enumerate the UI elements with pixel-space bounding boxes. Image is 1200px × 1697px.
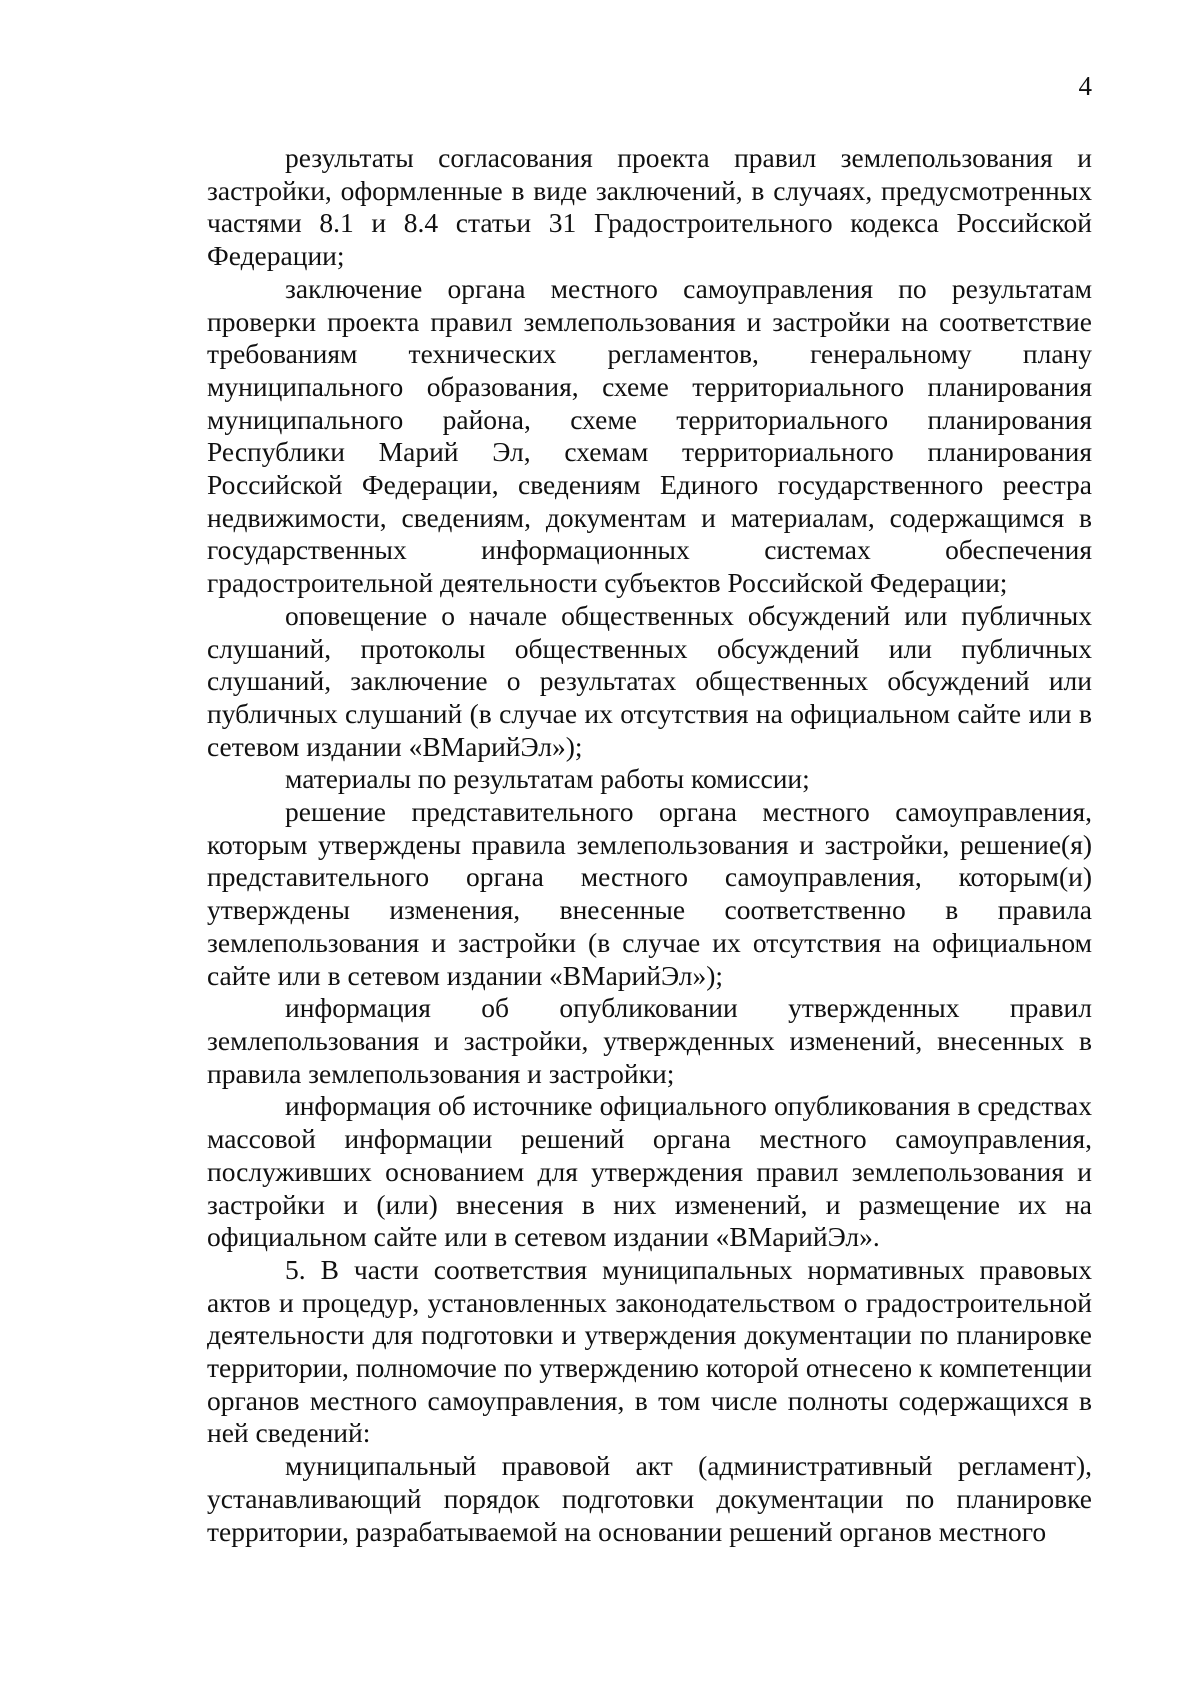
paragraph-commission-materials: материалы по результатам работы комиссии; — [285, 763, 810, 795]
paragraph-local-authority-conclusion: заключение органа местного самоуправления по результатам проверки проекта правил землепользования и застройки на соответствие требованиям технических регламентов, генеральному плану муниципального образования, схеме территориального планирования муниципального района, схеме территориального планирования Республики Марий Эл, схемам территориального планирования Российской Федерации, сведениям Единого государственного реестра недвижимости, сведениям, документам и материалам, содержащимся в государственных информационных системах обеспечения градостроительной деятельности субъектов Российской Федерации; — [207, 272, 1092, 599]
paragraph-approval-results: результаты согласования проекта правил землепользования и застройки, оформленные в виде заключений, в случаях, предусмотренных частями 8.1 и 8.4 статьи 31 Градостроительного кодекса Российской Федерации; — [207, 142, 1092, 272]
paragraph-municipal-legal-act: муниципальный правовой акт (административный регламент), устанавливающий порядок подготовки документации по планировке территории, разрабатываемой на основании решений органов местного — [207, 1450, 1092, 1547]
paragraph-section-5: 5. В части соответствия муниципальных нормативных правовых актов и процедур, установленных законодательством о градостроительной деятельности для подготовки и утверждения документации по планировке территории, полномочие по утверждению которой отнесено к компетенции органов местного самоуправления, в том числе полноты содержащихся в ней сведений: — [207, 1253, 1092, 1449]
paragraph-public-hearings-notice: оповещение о начале общественных обсуждений или публичных слушаний, протоколы общественных обсуждений или публичных слушаний, заключение о результатах общественных обсуждений или публичных слушаний (в случае их отсутствия на официальном сайте или в сетевом издании «ВМарийЭл»); — [207, 599, 1092, 762]
page-number: 4 — [1078, 71, 1092, 101]
paragraph-representative-body-decision: решение представительного органа местного самоуправления, которым утверждены правила землепользования и застройки, решение(я) представительного органа местного самоуправления, которым(и) утверждены изменения, внесенные соответственно в правила землепользования и застройки (в случае их отсутствия на официальном сайте или в сетевом издании «ВМарийЭл»); — [207, 796, 1092, 991]
document-body — [207, 142, 1092, 1548]
paragraph-publication-source-info: информация об источнике официального опубликования в средствах массовой информации решений органа местного самоуправления, послуживших основанием для утверждения правил землепользования и застройки и (или) внесения в них изменений, и размещение их на официальном сайте или в сетевом издании «ВМарийЭл». — [207, 1090, 1092, 1253]
paragraph-publication-info: информация об опубликовании утвержденных правил землепользования и застройки, утвержденных изменений, внесенных в правила землепользования и застройки; — [207, 992, 1092, 1089]
